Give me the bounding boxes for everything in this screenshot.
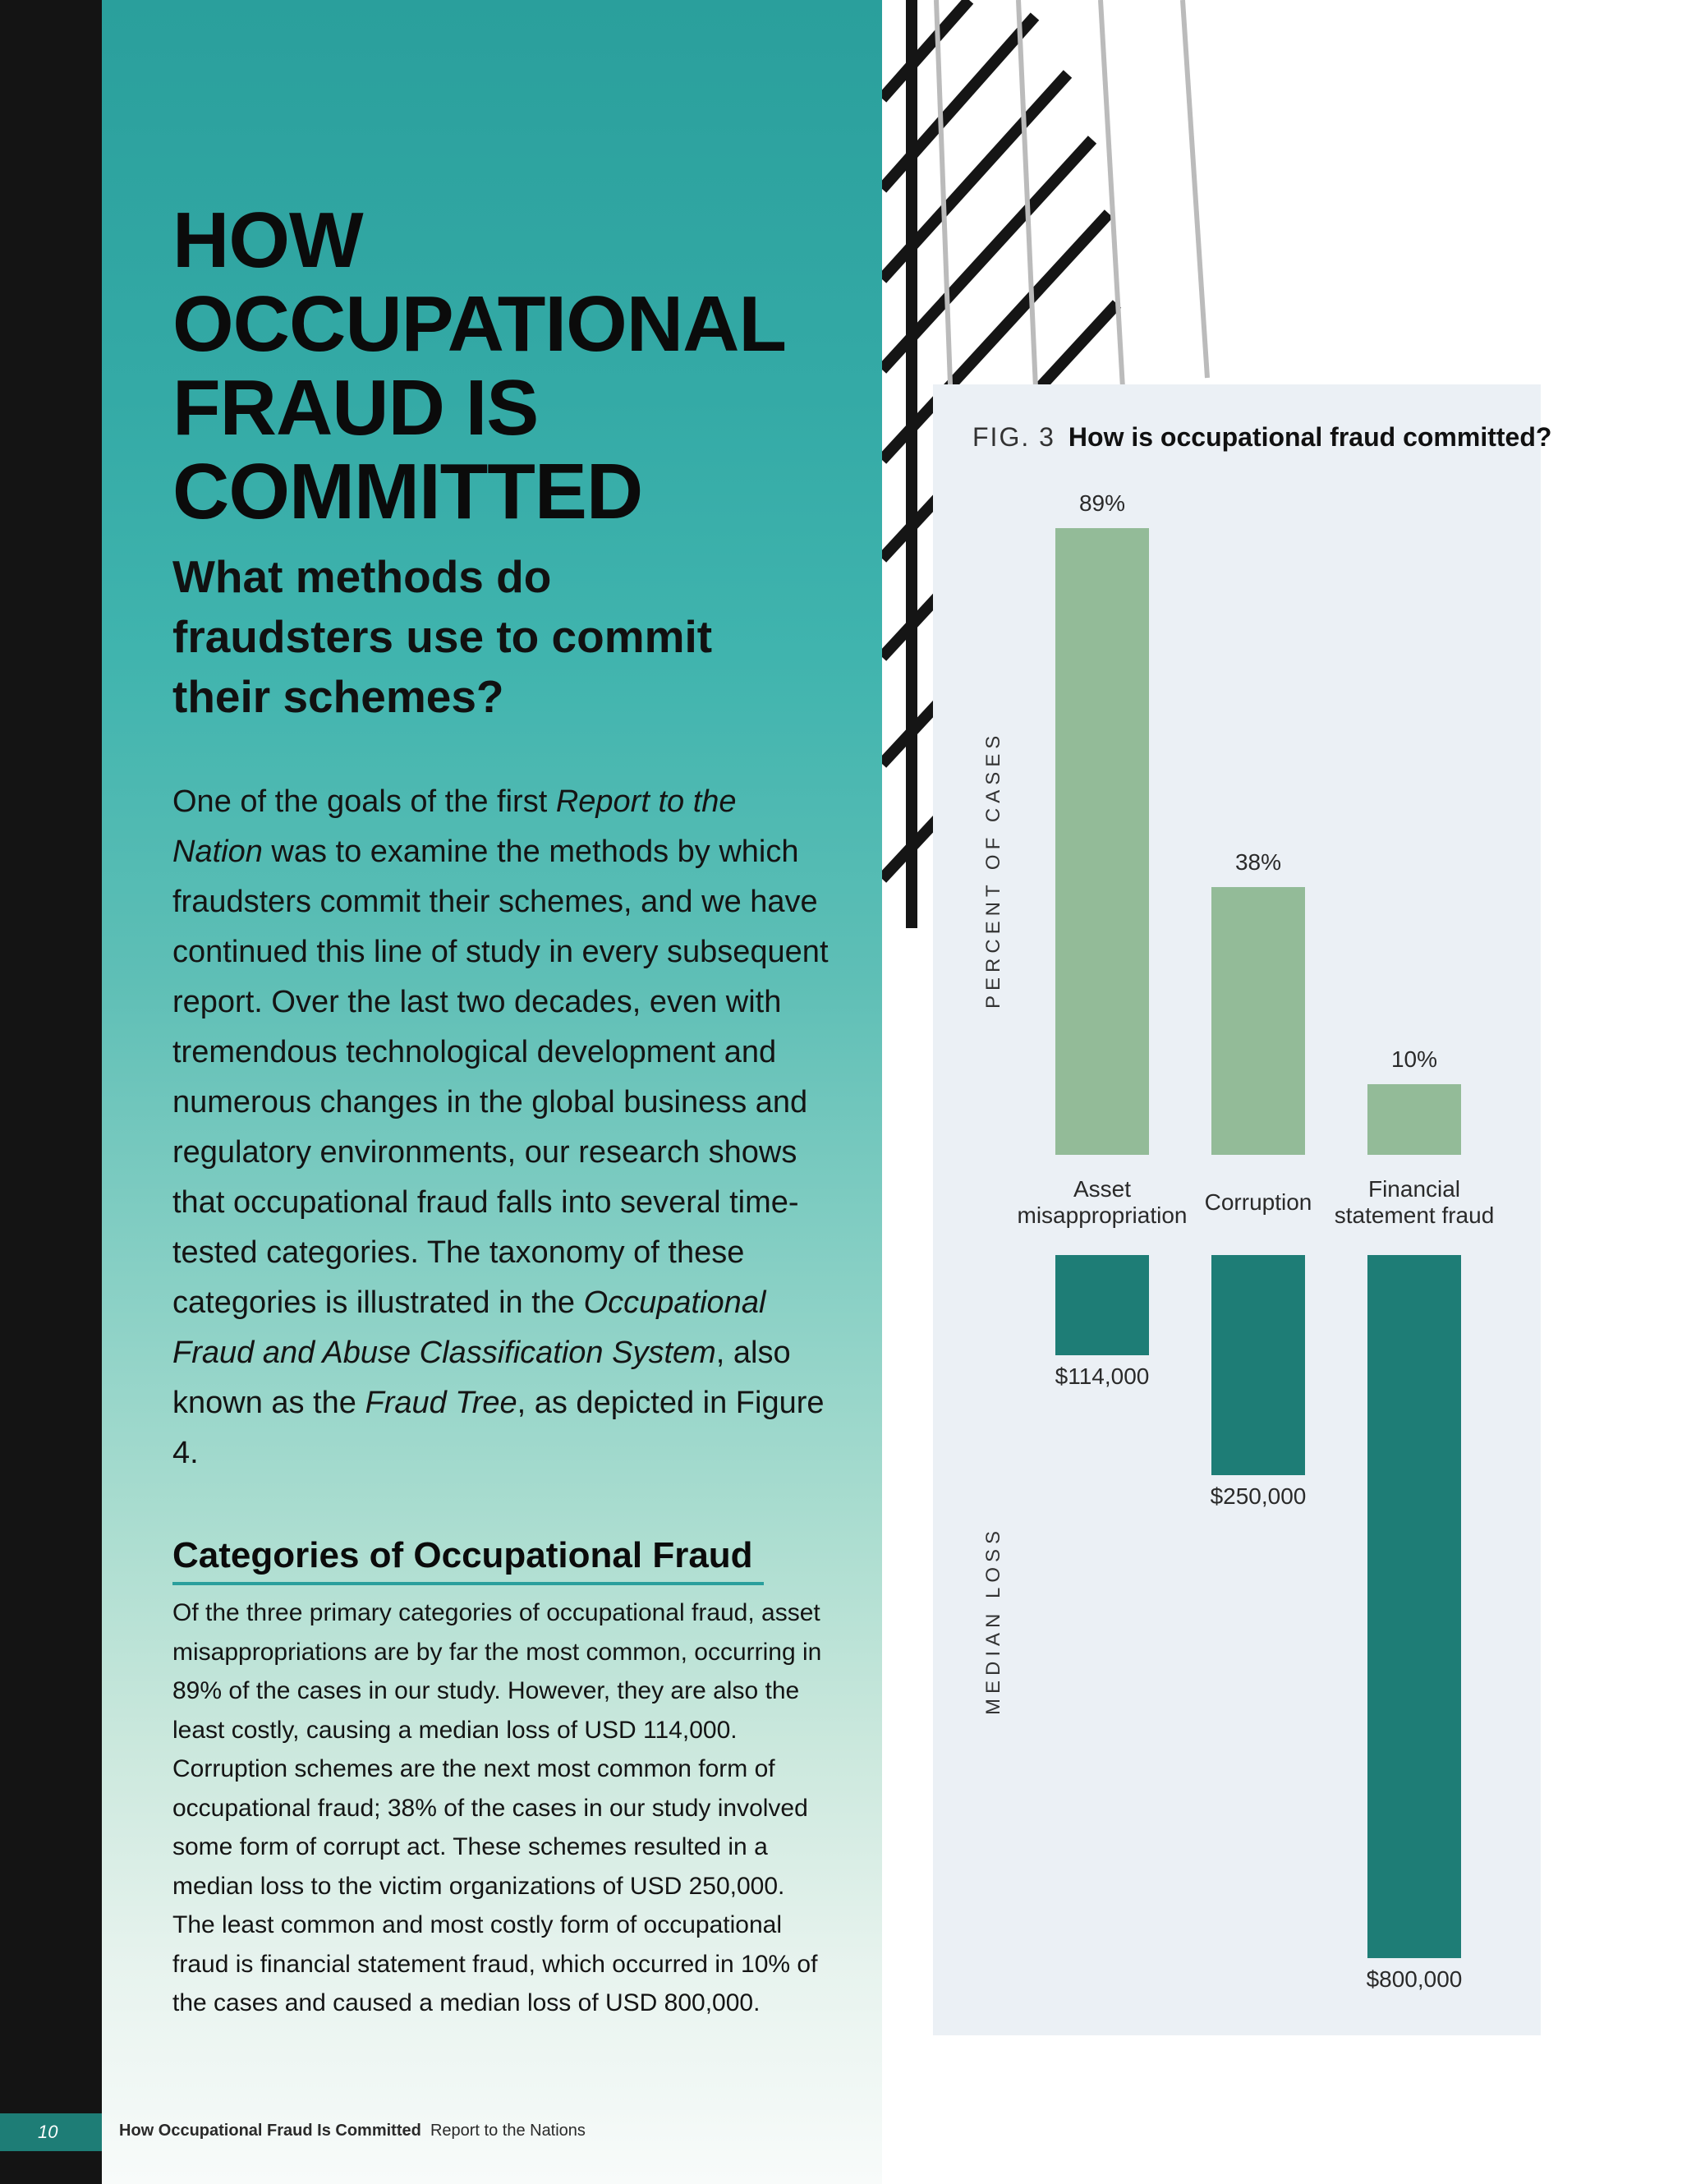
intro-text-1: One of the goals of the first bbox=[172, 784, 556, 819]
category-label-financial-statement-fraud bbox=[1320, 1176, 1509, 1229]
figure-number: FIG. 3 bbox=[972, 422, 1055, 452]
loss-label-corruption: $250,000 bbox=[1210, 1483, 1307, 1509]
intro-text-3: , also known as the bbox=[172, 1336, 791, 1420]
intro-text-2: was to examine the methods by which fraudsters commit their schemes, and we have continued this line of study in every subsequent report. Over the last two decades, even with tremendous technological development and numerous changes in the global business and regulatory environments, our research shows that occupational fraud falls into several time-tested categories. The taxonomy of these categories is illustrated in the bbox=[172, 835, 829, 1320]
category-label-line: Corruption bbox=[1204, 1189, 1312, 1215]
left-dark-strip bbox=[0, 0, 102, 2184]
loss-bar-financial-statement-fraud bbox=[1367, 1255, 1461, 1958]
percent-label-financial-statement-fraud: 10% bbox=[1390, 1046, 1438, 1073]
percent-axis-label: PERCENT OF CASES bbox=[982, 730, 1004, 1009]
footer-report: Report to the Nations bbox=[430, 2122, 586, 2140]
loss-label-financial-statement-fraud: $800,000 bbox=[1366, 1966, 1463, 1992]
category-label-line: Asset bbox=[1073, 1176, 1132, 1202]
footer-caption bbox=[119, 2122, 586, 2140]
loss-bar-corruption bbox=[1211, 1255, 1305, 1475]
section-heading: Categories of Occupational Fraud bbox=[172, 1533, 764, 1585]
percent-bar-financial-statement-fraud bbox=[1367, 1084, 1461, 1155]
category-label-line: statement fraud bbox=[1334, 1202, 1495, 1228]
page-number: 10 bbox=[0, 2113, 102, 2151]
section-paragraph: Of the three primary categories of occupational fraud, asset misappropriations are by far the most common, occurring in 89% of the cases in our study. However, they are also the least costly, causing a median loss of USD 114,000. Corruption schemes are the next most common form of occupational fraud; 38% of the cases in our study involved some form of corrupt act. These schemes resulted in a median loss to the victim organizations of USD 250,000. The least common and most costly form of occupational fraud is financial statement fraud, which occurred in 10% of the cases and caused a median loss of USD 800,000. bbox=[172, 1599, 822, 2016]
category-label-line: Financial bbox=[1367, 1176, 1461, 1202]
intro-paragraph bbox=[172, 777, 830, 1478]
figure-heading: How is occupational fraud committed? bbox=[1068, 422, 1552, 452]
percent-bar-corruption bbox=[1211, 887, 1305, 1155]
percent-label-corruption: 38% bbox=[1234, 849, 1282, 876]
intro-italic-3: Fraud Tree bbox=[365, 1386, 517, 1420]
page-title: HOW OCCUPATIONAL FRAUD IS COMMITTED bbox=[172, 196, 785, 536]
intro-italic-2: Occupational Fraud and Abuse Classification System bbox=[172, 1285, 766, 1370]
percent-bar-asset-misappropriation bbox=[1055, 528, 1149, 1155]
intro-italic-1: Report to the Nation bbox=[172, 784, 737, 869]
loss-bar-asset-misappropriation bbox=[1055, 1255, 1149, 1355]
loss-axis-label: MEDIAN LOSS bbox=[982, 1525, 1004, 1715]
figure-3 bbox=[933, 384, 1552, 2035]
page-subtitle: What methods do fraudsters use to commit their schemes? bbox=[172, 551, 713, 722]
loss-label-asset-misappropriation: $114,000 bbox=[1055, 1363, 1150, 1389]
intro-text-4: , as depicted in Figure 4. bbox=[172, 1386, 825, 1470]
footer-section: How Occupational Fraud Is Committed bbox=[119, 2122, 421, 2140]
percent-label-asset-misappropriation: 89% bbox=[1078, 490, 1126, 517]
category-label-line: misappropriation bbox=[1017, 1202, 1188, 1228]
figure-title bbox=[972, 422, 1551, 453]
